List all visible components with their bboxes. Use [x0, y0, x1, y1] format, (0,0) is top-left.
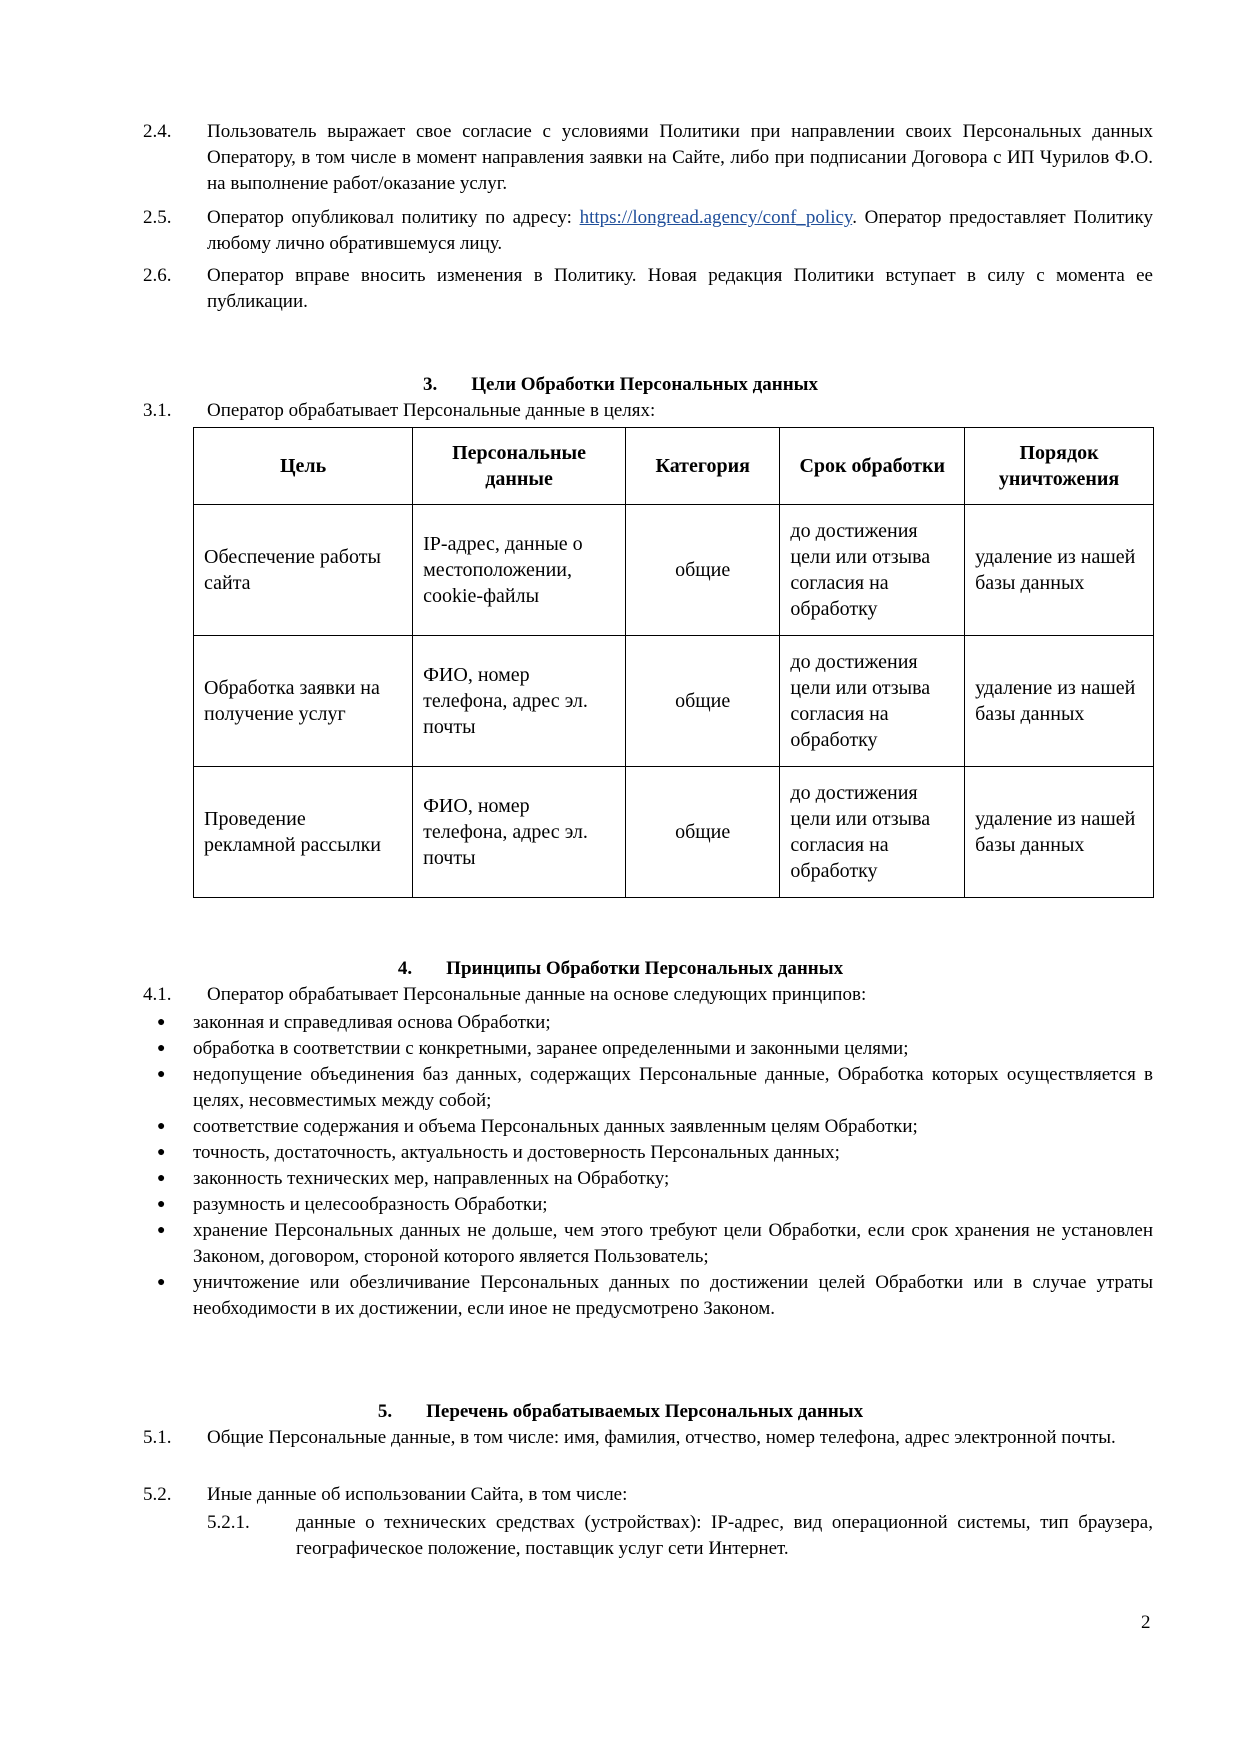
clause-text: Общие Персональные данные, в том числе: имя, фамилия, отчество, номер телефона, адрес электронной почты. — [207, 1427, 1116, 1448]
list-item — [0, 1114, 1241, 1140]
list-item — [0, 1166, 1241, 1192]
list-item — [0, 1062, 1241, 1114]
table-cell: IP-адрес, данные о местоположении, cookie-файлы — [413, 505, 626, 636]
table-cell: удаление из нашей базы данных — [965, 636, 1154, 767]
list-item-text: точность, достаточность, актуальность и достоверность Персональных данных; — [193, 1142, 840, 1163]
clause-number: 2.6. — [143, 265, 172, 286]
list-item-text: соответствие содержания и объема Персональных данных заявленным целям Обработки; — [193, 1116, 918, 1137]
clause-number: 2.4. — [143, 121, 172, 142]
clause-number: 3.1. — [143, 400, 172, 421]
list-item-text: хранение Персональных данных не дольше, чем этого требуют цели Обработки, если срок хранения не установлен Законом, договором, стороной которого является Пользователь; — [193, 1220, 1153, 1267]
table-cell: общие — [625, 767, 779, 898]
principles-list — [0, 1010, 1241, 1322]
list-item-text: законная и справедливая основа Обработки; — [193, 1012, 551, 1033]
bullet-icon: ● — [157, 1223, 166, 1238]
clause-text-after: . Оператор предоставляет Политику любому лично обратившемуся лицу. — [207, 207, 1153, 254]
table-cell: удаление из нашей базы данных — [965, 505, 1154, 636]
clause-text-before: Оператор опубликовал политику по адресу: — [207, 207, 580, 228]
clause-number: 5.1. — [143, 1427, 172, 1448]
bullet-icon: ● — [157, 1197, 166, 1212]
section-number: 4. — [397, 958, 413, 979]
table-row — [194, 505, 1154, 636]
table-cell: Проведение рекламной рассылки — [194, 767, 413, 898]
bullet-icon: ● — [157, 1171, 166, 1186]
list-item-text: разумность и целесообразность Обработки; — [193, 1194, 548, 1215]
table-header-cell: Категория — [625, 428, 779, 505]
table-row — [194, 636, 1154, 767]
processing-goals-table — [193, 427, 1154, 898]
table-cell: до достижения цели или отзыва согласия на обработку — [780, 636, 965, 767]
policy-link[interactable]: https://longread.agency/conf_policy — [579, 207, 853, 228]
table-header-cell: Срок обработки — [780, 428, 965, 505]
section-title: Принципы Обработки Персональных данных — [446, 958, 844, 979]
list-item — [0, 1140, 1241, 1166]
list-item-text: недопущение объединения баз данных, содержащих Персональные данные, Обработка которых осуществляется в целях, несовместимых между собой; — [193, 1064, 1153, 1111]
section-number: 3. — [422, 374, 438, 395]
clause-text: Пользователь выражает свое согласие с условиями Политики при направлении своих Персональных данных Оператору, в том числе в момент направления заявки на Сайте, либо при подписании Договора с ИП Чурилов Ф.О. на выполнение работ/оказание услуг. — [207, 121, 1153, 194]
clause-text: Оператор обрабатывает Персональные данные на основе следующих принципов: — [207, 984, 867, 1005]
list-item-text: обработка в соответствии с конкретными, заранее определенными и законными целями; — [193, 1038, 909, 1059]
table-row — [194, 767, 1154, 898]
bullet-icon: ● — [157, 1119, 166, 1134]
clause-text: Иные данные об использовании Сайта, в том числе: — [207, 1484, 628, 1505]
table-cell: общие — [625, 505, 779, 636]
bullet-icon: ● — [157, 1067, 166, 1082]
list-item-text: уничтожение или обезличивание Персональных данных по достижении целей Обработки или в случае утраты необходимости в их достижении, если иное не предусмотрено Законом. — [193, 1272, 1153, 1319]
section-title: Перечень обрабатываемых Персональных данных — [426, 1401, 864, 1422]
table-cell: Обеспечение работы сайта — [194, 505, 413, 636]
bullet-icon: ● — [157, 1145, 166, 1160]
list-item — [0, 1010, 1241, 1036]
section-4-heading — [0, 956, 1241, 982]
list-item — [0, 1270, 1241, 1322]
clause-text — [207, 205, 1153, 257]
section-number: 5. — [377, 1401, 393, 1422]
section-5-heading — [0, 1399, 1241, 1425]
table-cell: до достижения цели или отзыва согласия на обработку — [780, 767, 965, 898]
bullet-icon: ● — [157, 1041, 166, 1056]
clause-text: Оператор обрабатывает Персональные данные в целях: — [207, 400, 656, 421]
clause-text: Оператор вправе вносить изменения в Политику. Новая редакция Политики вступает в силу с момента ее публикации. — [207, 265, 1153, 312]
list-item-text: законность технических мер, направленных на Обработку; — [193, 1168, 670, 1189]
clause-number: 2.5. — [143, 207, 172, 228]
bullet-icon: ● — [157, 1275, 166, 1290]
list-item — [0, 1218, 1241, 1270]
table-header-cell: Персональные данные — [413, 428, 626, 505]
clause-number: 5.2.1. — [207, 1512, 250, 1533]
section-title: Цели Обработки Персональных данных — [471, 374, 819, 395]
list-item — [0, 1192, 1241, 1218]
section-3-heading — [0, 372, 1241, 398]
table-cell: ФИО, номер телефона, адрес эл. почты — [413, 636, 626, 767]
table-cell: до достижения цели или отзыва согласия на обработку — [780, 505, 965, 636]
list-item — [0, 1036, 1241, 1062]
clause-number: 4.1. — [143, 984, 172, 1005]
table-header-cell: Цель — [194, 428, 413, 505]
table-header-row — [194, 428, 1154, 505]
clause-number: 5.2. — [143, 1484, 172, 1505]
clause-text: данные о технических средствах (устройствах): IP-адрес, вид операционной системы, тип браузера, географическое положение, поставщик услуг сети Интернет. — [296, 1512, 1153, 1559]
bullet-icon: ● — [157, 1015, 166, 1030]
page-number: 2 — [1141, 1612, 1151, 1633]
table-cell: удаление из нашей базы данных — [965, 767, 1154, 898]
table-cell: общие — [625, 636, 779, 767]
table-cell: ФИО, номер телефона, адрес эл. почты — [413, 767, 626, 898]
table-header-cell: Порядок уничтожения — [965, 428, 1154, 505]
table-cell: Обработка заявки на получение услуг — [194, 636, 413, 767]
